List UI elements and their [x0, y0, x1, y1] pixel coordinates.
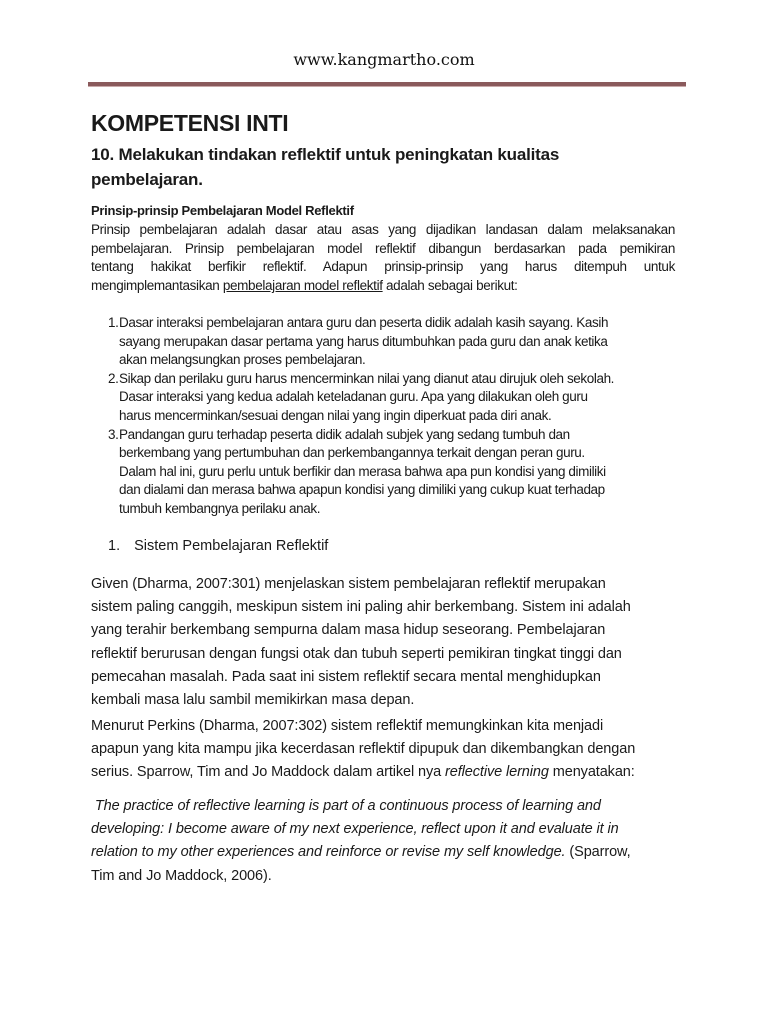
- text-segment: (Sparrow,: [565, 844, 631, 861]
- subtitle-line: 10. Melakukan tindakan reflektif untuk peningkatan kualitas: [91, 145, 560, 164]
- paragraph-line: [91, 596, 691, 619]
- paragraph-line: [91, 841, 691, 864]
- list-item-line: dan dialami dan merasa bahwa apapun kondisi yang dimiliki yang cukup kuat terhadap: [119, 482, 605, 498]
- italic-text: reflective lerning: [445, 764, 549, 781]
- subsection-number: 1.: [108, 538, 121, 554]
- list-number: 1.: [108, 315, 119, 330]
- underlined-phrase: pembelajaran model reflektif: [222, 278, 383, 294]
- text-segment: pembelajaran. Prinsip pembelajaran model reflektif dibangun berdasarkan pada pemikiran: [91, 240, 675, 256]
- text-segment: sistem paling canggih, meskipun sistem ini paling ahir berkembang. Sistem ini adalah: [91, 599, 631, 616]
- paragraph-line: [91, 573, 691, 596]
- intro-paragraph: [91, 221, 675, 296]
- subsection-label: Sistem Pembelajaran Reflektif: [134, 538, 329, 554]
- section-heading: Prinsip-prinsip Pembelajaran Model Reflektif: [91, 203, 354, 218]
- list-item: [91, 426, 681, 519]
- paragraph-line: [91, 277, 675, 296]
- principles-list: [91, 314, 681, 519]
- text-segment: Given (Dharma, 2007:301) menjelaskan sistem pembelajaran reflektif merupakan: [91, 576, 606, 592]
- site-url-header: www.kangmartho.com: [293, 50, 475, 69]
- list-item-line: Dasar interaksi yang kedua adalah keteladanan guru. Apa yang dilakukan oleh guru: [119, 389, 588, 405]
- list-item-line: berkembang yang pertumbuhan dan perkembangannya terkait dengan peran guru.: [119, 445, 585, 461]
- list-item-line: Sikap dan perilaku guru harus mencerminkan nilai yang dianut atau dirujuk oleh sekolah.: [119, 370, 615, 386]
- list-item-line: sayang merupakan dasar pertama yang harus ditumbuhkan pada guru dan anak ketika: [119, 333, 608, 349]
- paragraph-line: [91, 240, 675, 259]
- text-segment: menyatakan:: [548, 764, 635, 781]
- page-title: KOMPETENSI INTI: [91, 110, 289, 136]
- paragraph-line: [91, 761, 691, 784]
- paragraph-line: [91, 619, 691, 642]
- text-segment: yang terahir berkembang sempurna dalam masa hidup seseorang. Pembelajaran: [91, 622, 606, 639]
- subsection-heading: [108, 538, 328, 554]
- italic-text: The practice of reflective learning is part of a continuous process of learning and: [91, 798, 601, 814]
- italic-text: developing: I become aware of my next experience, reflect upon it and evaluate it in: [91, 821, 619, 838]
- competency-subtitle: [91, 142, 559, 192]
- list-item-line: Dalam hal ini, guru perlu untuk berfikir dan merasa bahwa apa pun kondisi yang dimiliki: [119, 463, 606, 479]
- text-segment: Prinsip pembelajaran adalah dasar atau asas yang dijadikan landasan dalam melaksanakan: [91, 222, 675, 237]
- paragraph-line: [91, 795, 691, 818]
- paragraph-line: [91, 258, 675, 277]
- paragraph-line: [91, 666, 691, 689]
- text-segment: Tim and Jo Maddock, 2006).: [91, 867, 272, 884]
- header-rule: [88, 82, 686, 87]
- text-segment: reflektif berurusan dengan fungsi otak dan tubuh seperti pemikiran tingkat tinggi dan: [91, 645, 622, 662]
- list-number: 2.: [108, 370, 119, 386]
- paragraph-line: [91, 738, 691, 761]
- list-item-line: akan melangsungkan proses pembelajaran.: [119, 352, 366, 368]
- paragraph-given: [91, 573, 691, 712]
- text-segment: adalah sebagai berikut:: [382, 278, 518, 294]
- text-segment: tentang hakikat berfikir reflektif. Adapun prinsip-prinsip yang harus ditempuh untuk: [91, 259, 675, 275]
- list-number: 3.: [108, 426, 119, 442]
- list-item: [91, 314, 681, 370]
- text-segment: kembali masa lalu sambil memikirkan masa depan.: [91, 692, 415, 709]
- text-segment: pemecahan masalah. Pada saat ini sistem reflektif secara mental menghidupkan: [91, 668, 601, 685]
- paragraph-line: [91, 689, 691, 712]
- paragraph-line: [91, 865, 691, 888]
- paragraph-line: [91, 818, 691, 841]
- list-item-line: tumbuh kembangnya perilaku anak.: [119, 500, 321, 516]
- paragraph-perkins: [91, 715, 691, 785]
- paragraph-line: [91, 643, 691, 666]
- text-segment: Menurut Perkins (Dharma, 2007:302) sistem reflektif memungkinkan kita menjadi: [91, 718, 604, 734]
- list-item-line: Dasar interaksi pembelajaran antara guru dan peserta didik adalah kasih sayang. Kasih: [119, 315, 609, 330]
- italic-text: relation to my other experiences and reinforce or revise my self knowledge.: [91, 844, 566, 861]
- text-segment: mengimplemantasikan: [91, 278, 223, 294]
- text-segment: apapun yang kita mampu jika kecerdasan reflektif dipupuk dan dikembangkan dengan: [91, 741, 636, 758]
- paragraph-quote: [91, 795, 691, 888]
- paragraph-line: [91, 715, 691, 738]
- list-item: [91, 370, 681, 426]
- subtitle-line: pembelajaran.: [91, 170, 203, 189]
- list-item-line: harus mencerminkan/sesuai dengan nilai yang ingin diperkuat pada diri anak.: [119, 407, 552, 423]
- list-item-line: Pandangan guru terhadap peserta didik adalah subjek yang sedang tumbuh dan: [119, 426, 570, 442]
- text-segment: serius. Sparrow, Tim and Jo Maddock dalam artikel nya: [91, 764, 446, 781]
- paragraph-line: [91, 221, 675, 240]
